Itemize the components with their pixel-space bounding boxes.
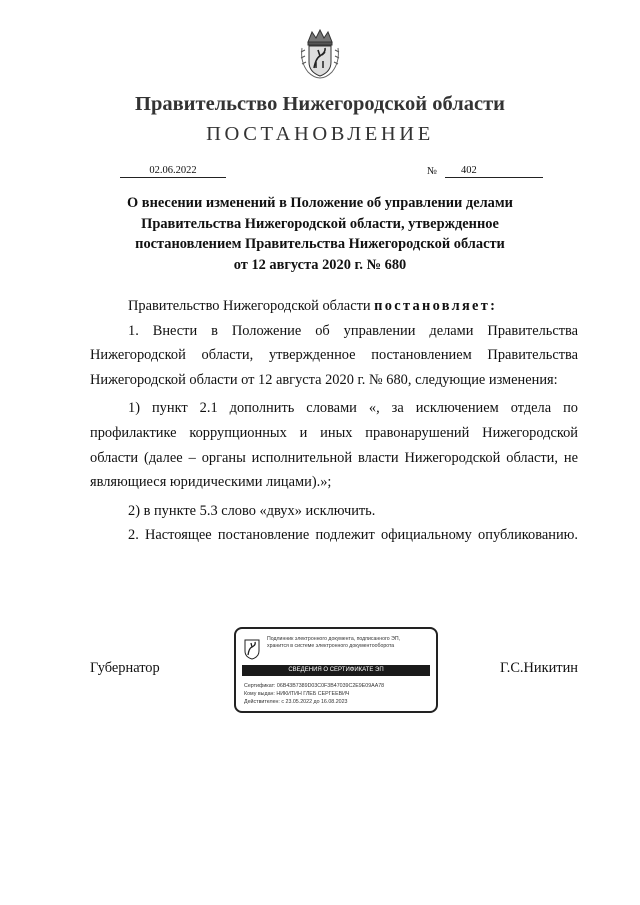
document-title (95, 193, 545, 275)
body-paragraph: 2. Настоящее постановление подлежит официальному опубликованию. (128, 527, 578, 544)
stamp-validity: Действителен: с 23.05.2022 до 16.08.2023 (244, 699, 348, 705)
body-paragraph: 2) в пункте 5.3 слово «двух» исключить. (128, 502, 376, 519)
title-line: О внесении изменений в Положение об управлении делами (127, 195, 513, 211)
title-line: Правительства Нижегородской области, утвержденное (141, 215, 499, 232)
body-paragraph: 1. Внести в Положение об управлении делами Правительства Нижегородской области, утвержденное постановлением Правительства Нижегородской области от 12 августа 2020 г. № 680, следующие изменения: (90, 322, 578, 388)
document-type-heading: ПОСТАНОВЛЕНИЕ (206, 123, 434, 145)
electronic-signature-stamp (234, 627, 438, 713)
stamp-certificate: Сертификат: 06B43B7389D03C0F3B47039C2E9E09AA78 (244, 683, 385, 689)
title-line: от 12 августа 2020 г. № 680 (233, 256, 407, 273)
document-number-field (445, 164, 543, 178)
stamp-certificate-header: СВЕДЕНИЯ О СЕРТИФИКАТЕ ЭП (242, 665, 430, 676)
document-date: 02.06.2022 (120, 164, 226, 178)
title-line: постановлением Правительства Нижегородской области (135, 236, 505, 253)
government-heading: Правительство Нижегородской области (135, 93, 505, 115)
document-number: 402 (461, 165, 477, 176)
stamp-issued-to: Кому выдан: НИКИТИН ГЛЕБ СЕРГЕЕВИЧ (244, 691, 350, 697)
stamp-note-line: Подлинник электронного документа, подписанного ЭП, (267, 636, 401, 642)
intro-text: Правительство Нижегородской области (128, 298, 375, 314)
number-sign: № (427, 166, 438, 177)
body-paragraph: 1) пункт 2.1 дополнить словами «, за исключением отдела по профилактике коррупционных и иных правонарушений Нижегородской области (далее – органы исполнительной власти Нижегородской области, не являющиеся юридическими лицами).»; (90, 400, 578, 491)
intro-paragraph (90, 294, 578, 319)
signatory-position: Губернатор (90, 660, 160, 676)
stamp-note (267, 636, 435, 650)
resolves-word: постановляет: (374, 298, 498, 314)
signatory-name: Г.С.Никитин (500, 660, 578, 676)
stamp-note-line: хранится в системе электронного документооборота (267, 643, 395, 649)
deer-emblem-icon (243, 638, 261, 660)
coat-of-arms-icon (298, 28, 342, 80)
document-body (90, 294, 578, 548)
